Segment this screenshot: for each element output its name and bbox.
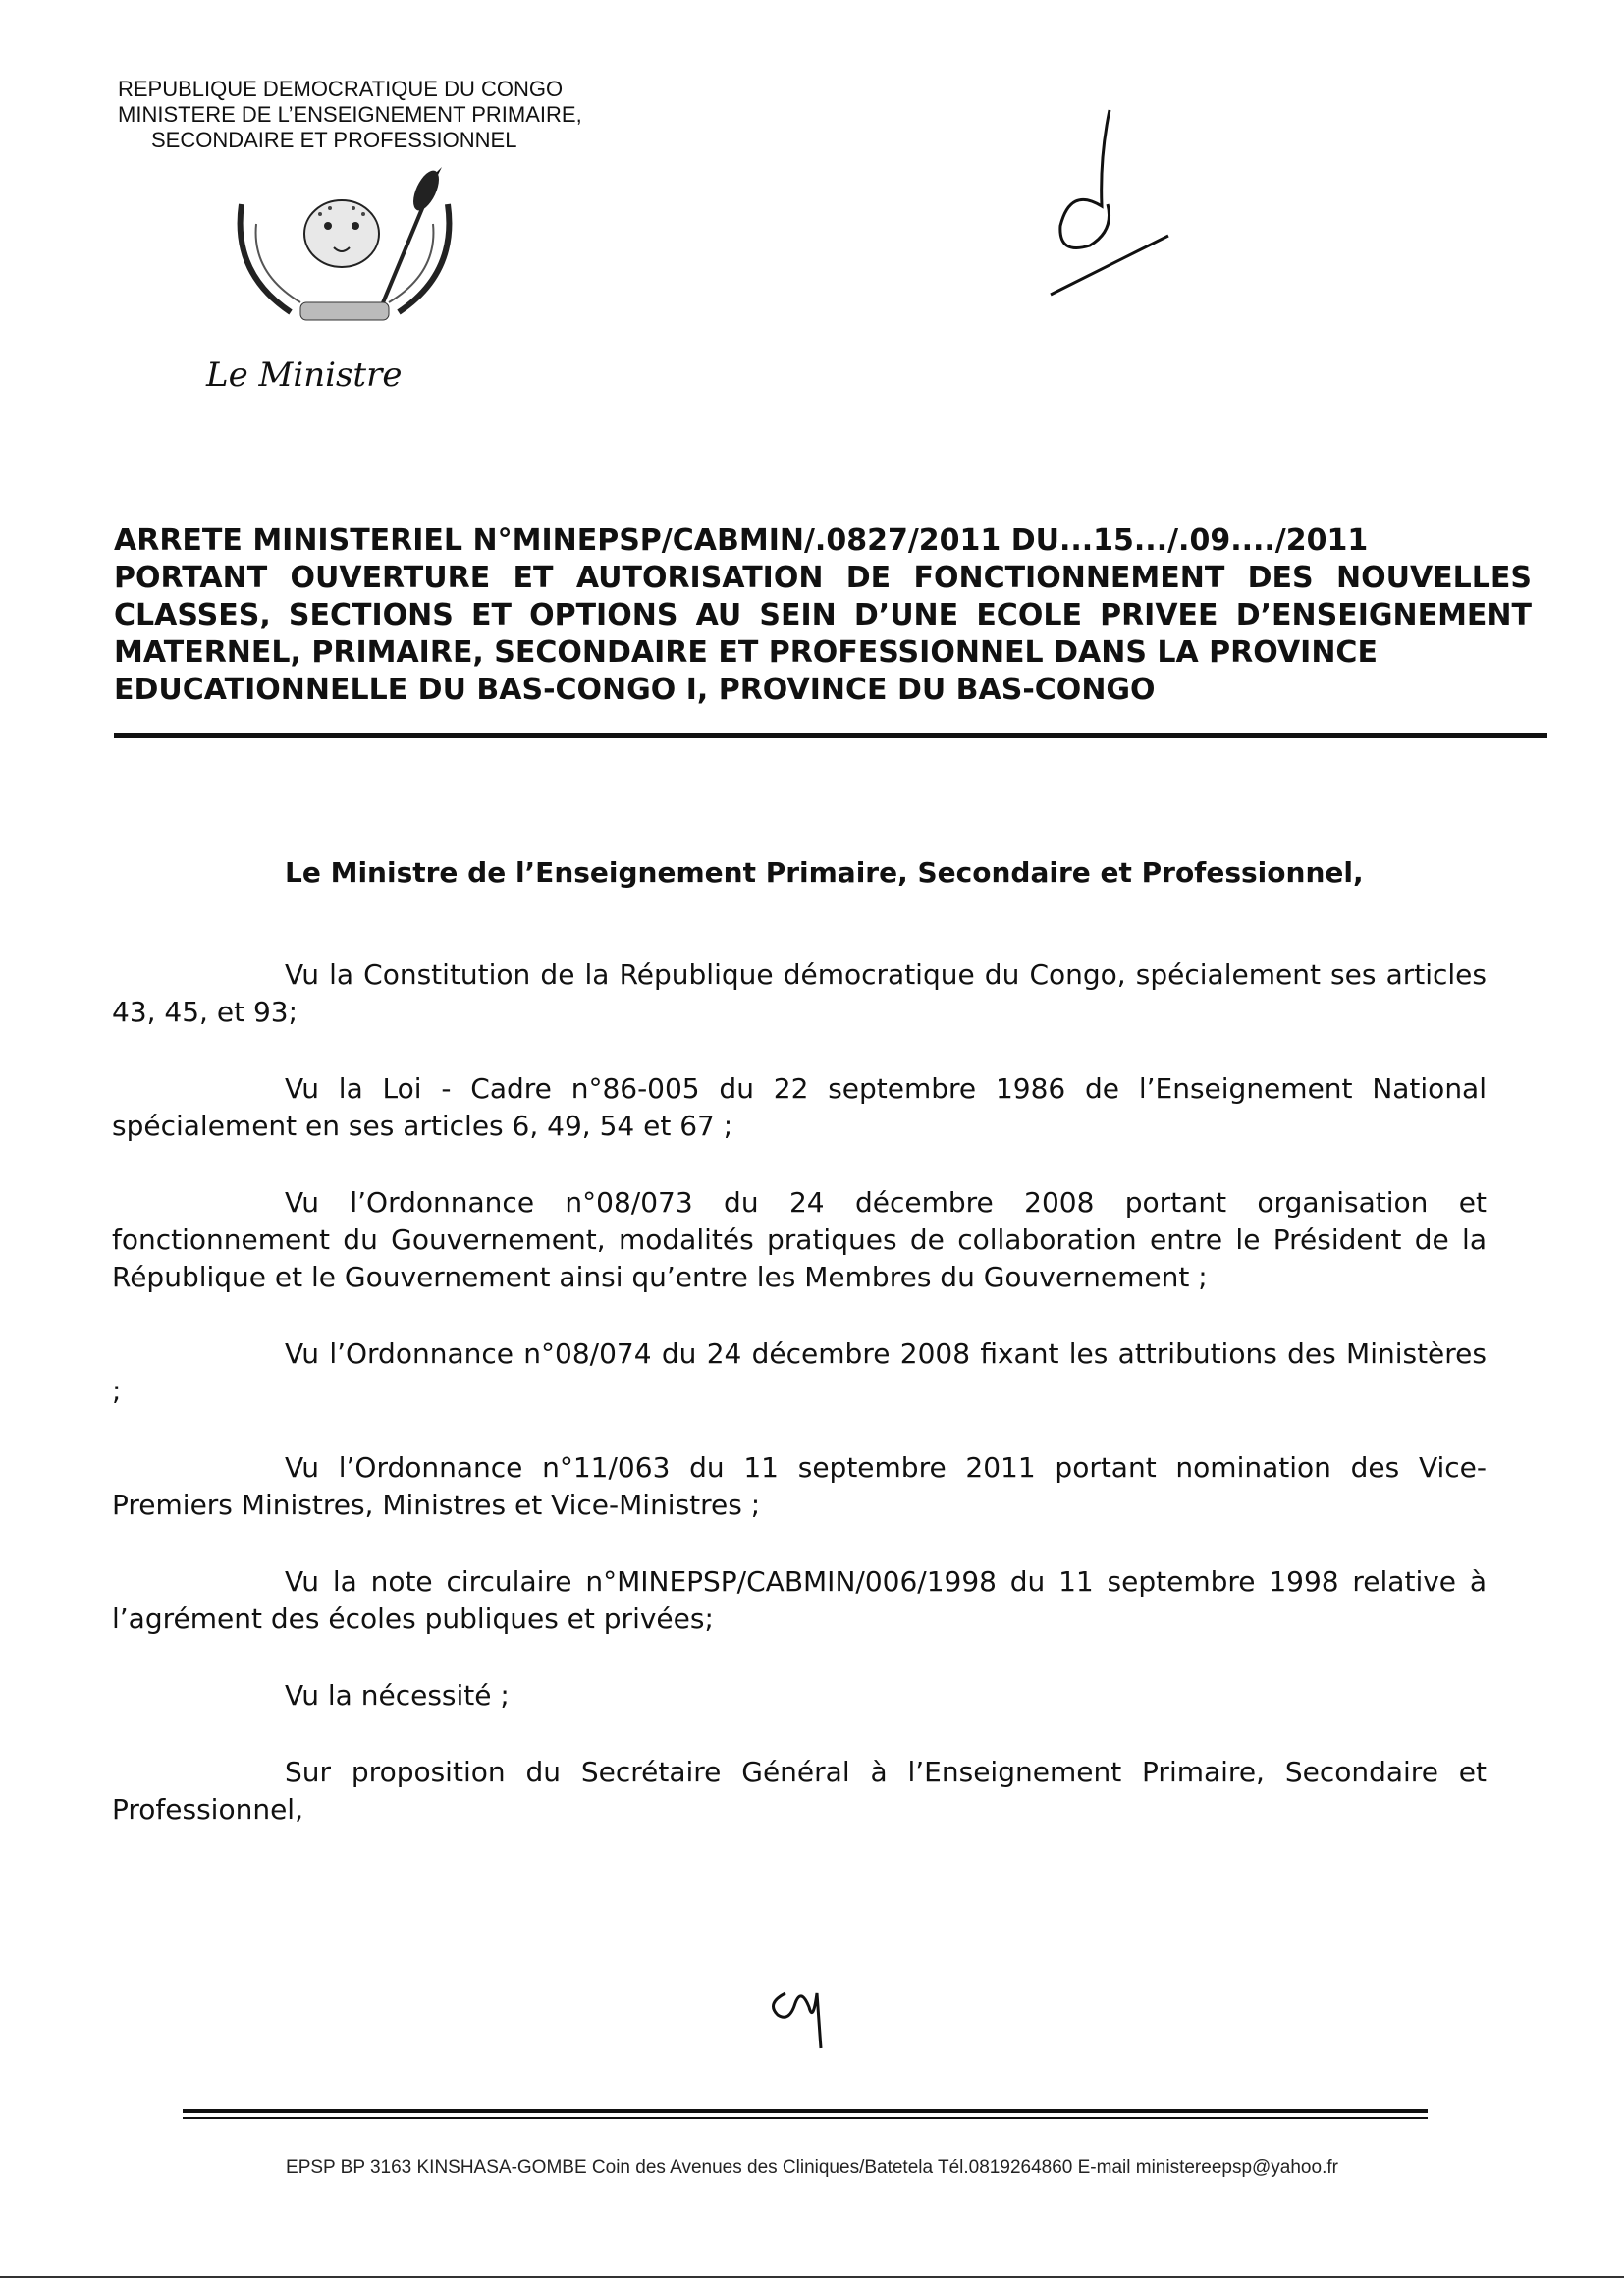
- footer-divider: [183, 2109, 1428, 2113]
- recital-paragraph: Vu la note circulaire n°MINEPSP/CABMIN/006/1998 du 11 septembre 1998 relative à l’agrément des écoles publiques et privées;: [112, 1565, 1487, 1635]
- letterhead: [118, 77, 707, 153]
- recital-paragraph: Vu la Constitution de la République démocratique du Congo, spécialement ses articles 43, 45, et 93;: [112, 958, 1487, 1028]
- recital-paragraph: Vu la Loi - Cadre n°86-005 du 22 septembre 1986 de l’Enseignement National spécialement en ses articles 6, 49, 54 et 67 ;: [112, 1072, 1487, 1142]
- preamble-heading: Le Ministre de l’Enseignement Primaire, Secondaire et Professionnel,: [285, 856, 1364, 889]
- decree-title: [114, 522, 1532, 709]
- letterhead-country: REPUBLIQUE DEMOCRATIQUE DU CONGO: [118, 77, 564, 101]
- footer-divider-thin: [183, 2117, 1428, 2119]
- handwritten-initial-mark: [1031, 98, 1178, 304]
- recital-paragraph: Vu l’Ordonnance n°08/073 du 24 décembre 2008 portant organisation et fonctionnement du Gouvernement, modalités pratiques de collaboration entre le Président de la République et le Gouvernement ainsi qu’entre les Membres du Gouvernement ;: [112, 1186, 1487, 1293]
- handwritten-paraph: [756, 1964, 844, 2052]
- title-divider: [114, 733, 1547, 738]
- page-bottom-edge: [0, 2276, 1624, 2278]
- decree-reference: ARRETE MINISTERIEL N°MINEPSP/CABMIN/.0827/2011 DU...15.../.09..../2011: [114, 523, 1369, 558]
- preamble-body: [112, 956, 1487, 1868]
- recital-paragraph: Sur proposition du Secrétaire Général à l’Enseignement Primaire, Secondaire et Professionnel,: [112, 1756, 1487, 1825]
- recital-paragraph: Vu l’Ordonnance n°08/074 du 24 décembre 2008 fixant les attributions des Ministères ;: [112, 1337, 1487, 1407]
- decree-subject: PORTANT OUVERTURE ET AUTORISATION DE FONCTIONNEMENT DES NOUVELLES CLASSES, SECTIONS ET OPTIONS AU SEIN D’UNE ECOLE PRIVEE D’ENSEIGNEMENT MATERNEL, PRIMAIRE, SECONDAIRE ET PROFESSIONNEL DANS LA PROVINCE: [114, 561, 1532, 670]
- coat-of-arms-emblem: [232, 165, 458, 332]
- recital-paragraph: Vu la nécessité ;: [285, 1679, 510, 1712]
- minister-title: Le Ministre: [206, 355, 403, 395]
- letterhead-ministry-cont: SECONDAIRE ET PROFESSIONNEL: [151, 128, 517, 152]
- decree-subject-end: EDUCATIONNELLE DU BAS-CONGO I, PROVINCE DU BAS-CONGO: [114, 673, 1156, 707]
- footer-address: EPSP BP 3163 KINSHASA-GOMBE Coin des Avenues des Cliniques/Batetela Tél.0819264860 E-mail ministereepsp@yahoo.fr: [286, 2157, 1338, 2178]
- letterhead-ministry: MINISTERE DE L’ENSEIGNEMENT PRIMAIRE,: [118, 102, 582, 127]
- recital-paragraph: Vu l’Ordonnance n°11/063 du 11 septembre 2011 portant nomination des Vice-Premiers Ministres, Ministres et Vice-Ministres ;: [112, 1451, 1487, 1521]
